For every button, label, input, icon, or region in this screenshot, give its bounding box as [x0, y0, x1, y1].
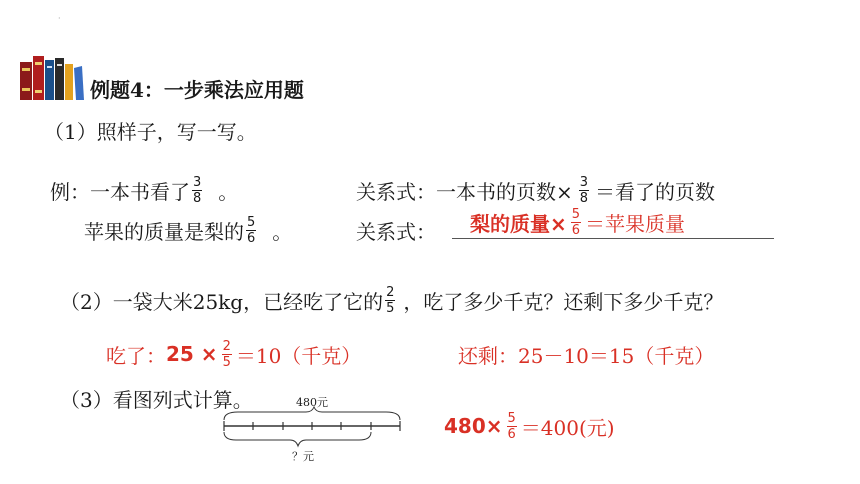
apple-question-suffix: 。	[272, 219, 293, 244]
diagram-bottom-label: ？元	[292, 450, 314, 463]
relation-2-answer	[470, 202, 685, 242]
part2-question-suffix: ，吃了多少千克？还剩下多少千克？	[403, 289, 724, 314]
part3-answer-fraction	[507, 412, 517, 441]
answer-frac-den: 6	[571, 222, 581, 238]
part3-answer-number: 480×	[444, 414, 503, 438]
eaten-number: 25 ×	[166, 342, 218, 366]
eaten-suffix: ＝10（千克）	[235, 343, 362, 368]
part2-answer-eaten	[106, 334, 361, 374]
page-title: 例题4：一步乘法应用题	[90, 78, 304, 102]
relation-2-answer-suffix: ＝苹果质量	[585, 211, 686, 236]
part2-frac-den: 5	[386, 300, 395, 316]
relation-1-suffix: ＝看了的页数	[595, 179, 716, 204]
eaten-fraction	[222, 340, 232, 369]
part3-label: （3）看图列式计算。	[60, 388, 253, 412]
relation-1-label: 关系式：	[356, 179, 436, 204]
relation-2-label: 关系式：	[356, 219, 436, 244]
relation-2	[356, 210, 436, 250]
apple-question	[84, 210, 292, 250]
apple-frac-num: 5	[247, 214, 256, 230]
part3-answer	[444, 406, 615, 446]
dot-mark: ·	[58, 14, 61, 23]
relation-1-frac-den: 8	[579, 190, 589, 206]
apple-question-prefix: 苹果的质量是梨的	[84, 219, 244, 244]
part2-question-fraction	[385, 286, 395, 315]
remaining-text: 还剩：25－10＝15（千克）	[458, 343, 715, 368]
line-segment-diagram	[218, 406, 408, 448]
books-icon	[20, 54, 84, 100]
apple-question-fraction	[246, 216, 256, 245]
apple-frac-den: 6	[247, 230, 256, 246]
eaten-frac-den: 5	[222, 354, 231, 370]
part2-frac-num: 2	[386, 284, 395, 300]
part1-label: （1）照样子，写一写。	[44, 120, 257, 144]
example-suffix: 。	[218, 179, 239, 204]
part3-answer-suffix: ＝400(元)	[520, 415, 615, 440]
eaten-label: 吃了：	[106, 343, 166, 368]
relation-2-answer-prefix: 梨的质量×	[470, 211, 567, 236]
part2-question	[60, 280, 723, 320]
relation-1-prefix: 一本书的页数×	[436, 179, 573, 204]
example-frac-num: 3	[193, 174, 202, 190]
part3-frac-num: 5	[507, 410, 516, 426]
eaten-frac-num: 2	[222, 338, 231, 354]
answer-frac-num: 5	[571, 206, 581, 222]
part3-frac-den: 6	[507, 426, 516, 442]
part2-question-prefix: （2）一袋大米25kg，已经吃了它的	[60, 289, 384, 314]
relation-1-fraction	[579, 176, 589, 205]
example-prefix: 例：一本书看了	[50, 179, 190, 204]
part2-answer-remaining	[458, 334, 714, 374]
example-frac-den: 8	[193, 190, 202, 206]
diagram-top-label: 480元	[296, 396, 328, 409]
example-sentence	[50, 170, 238, 210]
relation-2-answer-fraction	[571, 208, 581, 237]
relation-1-frac-num: 3	[579, 174, 589, 190]
example-fraction	[192, 176, 202, 205]
